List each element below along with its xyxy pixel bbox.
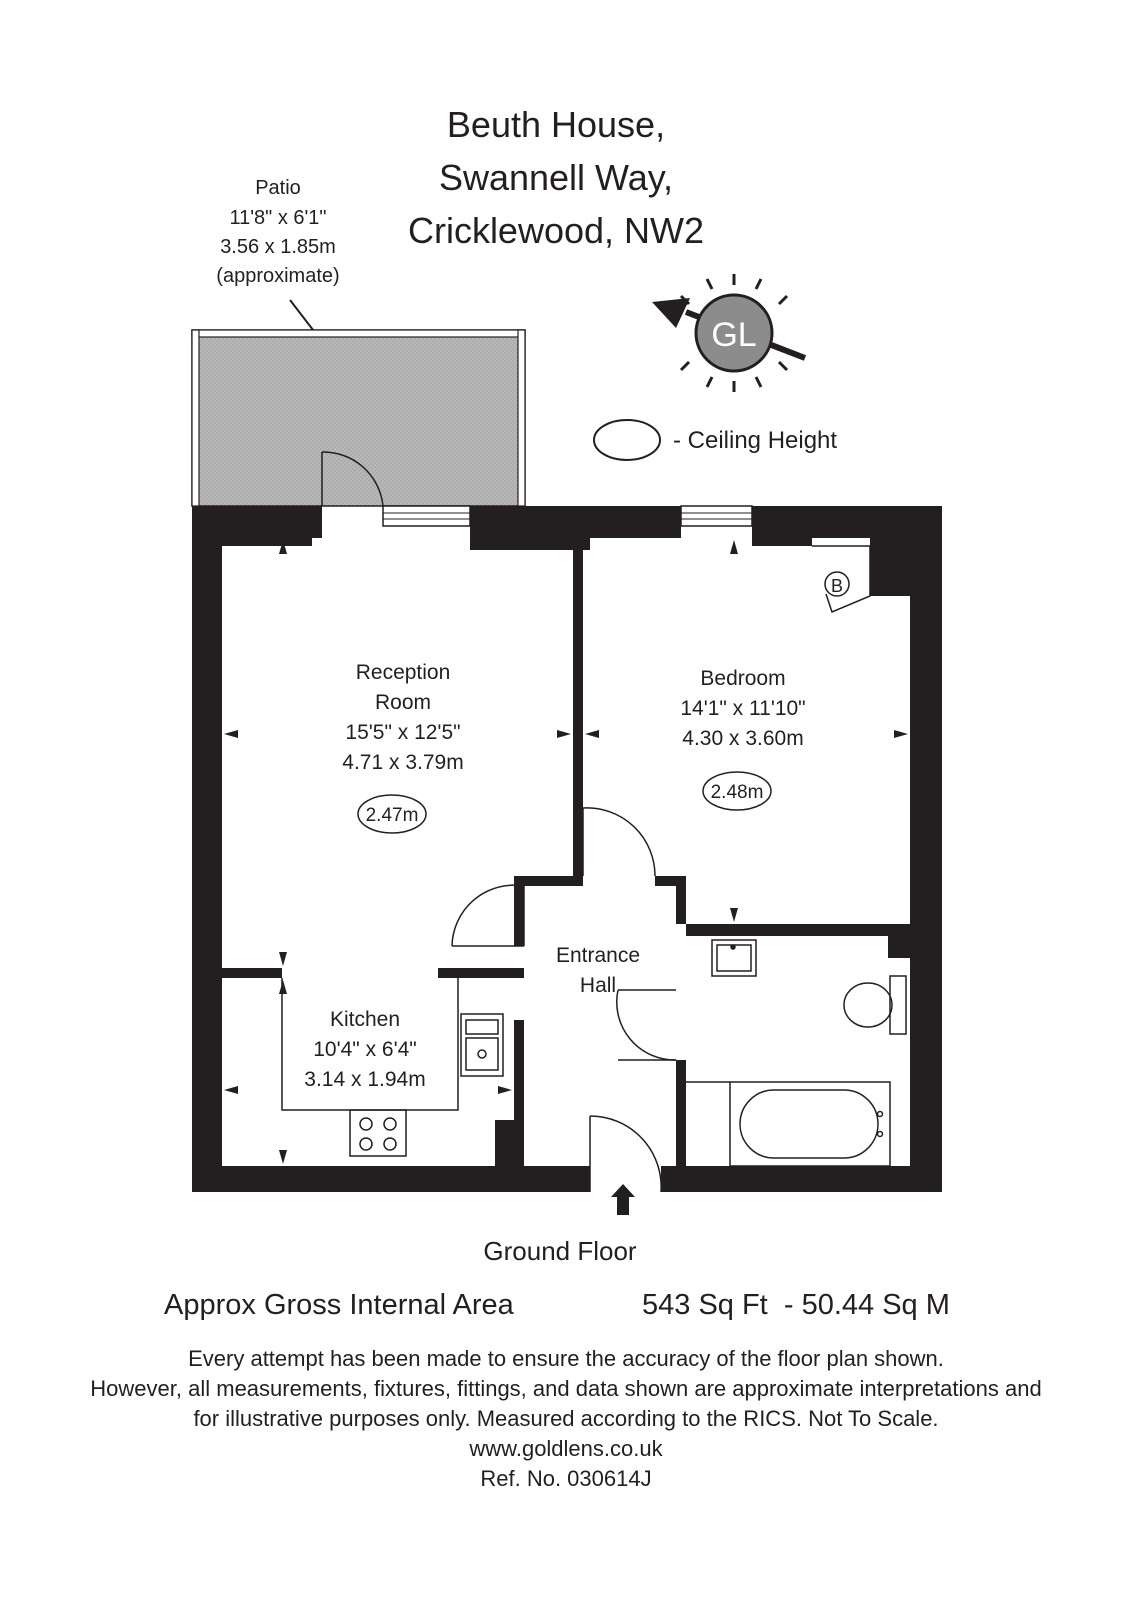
patio-area <box>192 330 525 506</box>
entrance-arrow-icon <box>611 1184 635 1215</box>
door-reception-hall <box>452 885 524 946</box>
bath-icon <box>686 1082 890 1166</box>
address-block <box>408 104 704 251</box>
disclaimer <box>90 1346 1041 1491</box>
reception-ceiling-height: 2.47m <box>365 805 419 826</box>
disclaimer-line-1: Every attempt has been made to ensure the accuracy of the floor plan shown. <box>188 1346 944 1371</box>
room-kitchen <box>304 1008 425 1091</box>
kitchen-imperial: 10'4" x 6'4" <box>313 1038 417 1061</box>
sink-icon <box>461 1014 503 1076</box>
patio-metric: 3.56 x 1.85m <box>220 236 336 258</box>
hob-icon <box>350 1110 406 1156</box>
address-line-3: Cricklewood, NW2 <box>407 210 705 251</box>
bedroom-metric: 4.30 x 3.60m <box>682 727 804 750</box>
area-value: 543 Sq Ft - 50.44 Sq M <box>642 1289 950 1321</box>
basin-icon <box>712 940 756 976</box>
reception-metric: 4.71 x 3.79m <box>342 751 464 774</box>
patio-note: (approximate) <box>216 265 340 287</box>
area-summary <box>164 1289 950 1321</box>
room-reception <box>342 661 463 833</box>
boiler-label: B <box>830 576 844 596</box>
bedroom-imperial: 14'1" x 11'10" <box>680 697 806 720</box>
room-bedroom <box>680 667 805 810</box>
reference-number: Ref. No. 030614J <box>480 1466 652 1491</box>
bedroom-ceiling-height: 2.48m <box>710 782 764 803</box>
window-bedroom <box>681 506 752 526</box>
reception-name-line-2: Room <box>374 691 432 714</box>
ceiling-height-legend <box>594 420 837 460</box>
boiler-cupboard <box>812 546 870 612</box>
ceiling-height-legend-icon <box>594 420 660 460</box>
ceiling-height-legend-label: - Ceiling Height <box>673 427 838 454</box>
hall-name-line-1: Entrance <box>555 944 641 967</box>
window-reception <box>383 506 470 526</box>
patio-imperial: 11'8" x 6'1" <box>229 207 327 229</box>
door-bathroom-hall <box>617 990 676 1060</box>
door-bedroom-hall <box>583 808 655 876</box>
address-line-1: Beuth House, <box>446 104 666 145</box>
compass-sun-icon <box>652 274 805 392</box>
hall-name-line-2: Hall <box>579 974 617 997</box>
disclaimer-line-2: However, all measurements, fixtures, fittings, and data shown are approximate interpretations and <box>90 1376 1042 1401</box>
entrance-door <box>590 1116 661 1192</box>
reception-name-line-1: Reception <box>355 661 451 684</box>
room-entrance-hall <box>556 944 640 997</box>
compass-logo: GL <box>711 316 757 354</box>
area-label: Approx Gross Internal Area <box>164 1289 514 1321</box>
toilet-icon <box>844 976 906 1034</box>
website-link[interactable]: www.goldlens.co.uk <box>469 1436 663 1461</box>
patio-name: Patio <box>255 177 301 199</box>
kitchen-name: Kitchen <box>329 1008 401 1031</box>
kitchen-metric: 3.14 x 1.94m <box>304 1068 426 1091</box>
reception-imperial: 15'5" x 12'5" <box>345 721 461 744</box>
bedroom-name: Bedroom <box>700 667 786 690</box>
address-line-2: Swannell Way, <box>438 157 674 198</box>
disclaimer-line-3: for illustrative purposes only. Measured according to the RICS. Not To Scale. <box>193 1406 939 1431</box>
floor-name: Ground Floor <box>483 1236 637 1266</box>
